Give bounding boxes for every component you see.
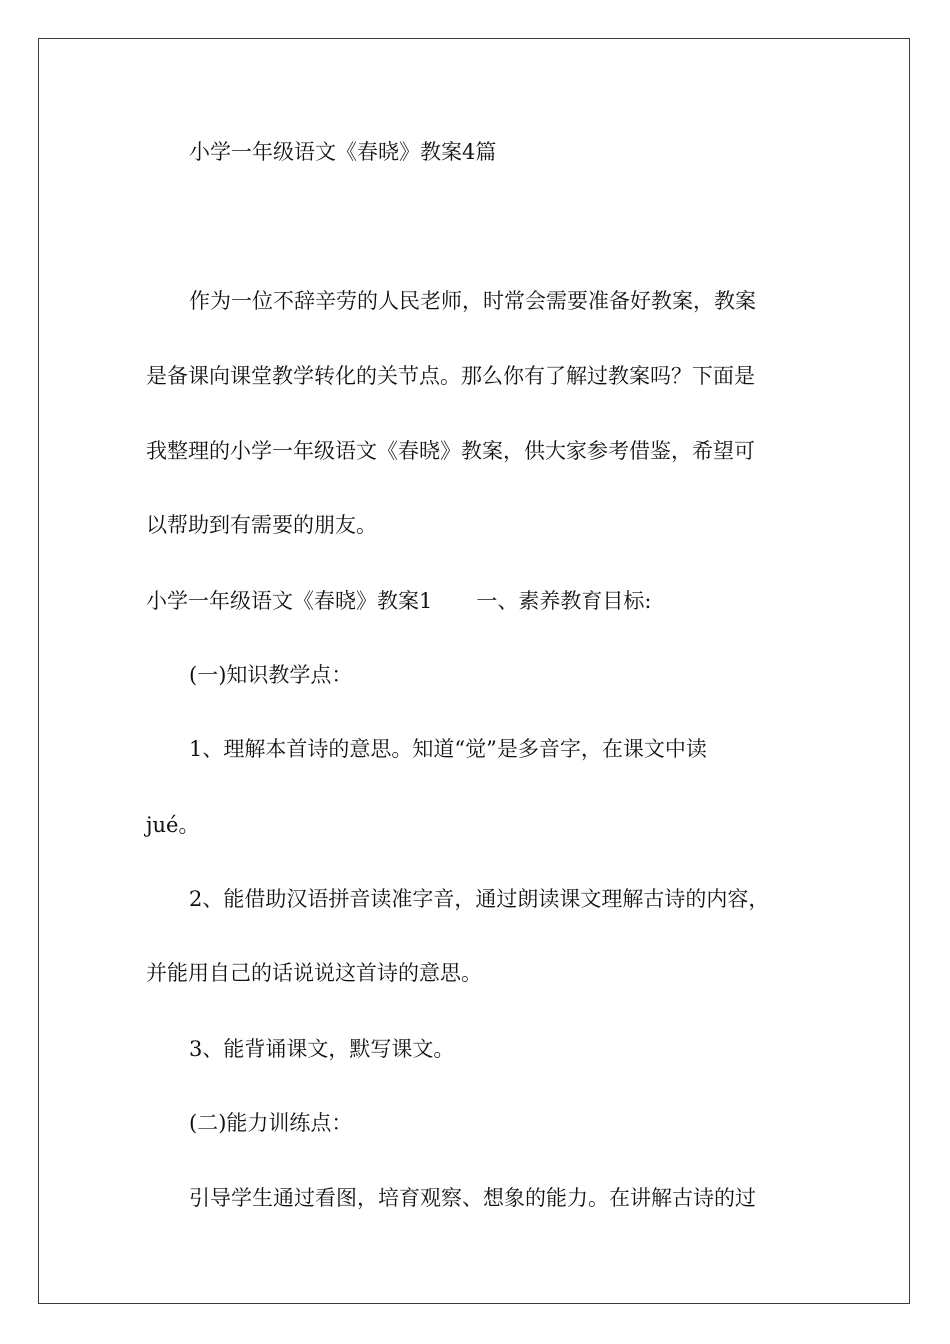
section1-subheading: 一、素养教育目标:	[476, 589, 652, 613]
point3: 3、能背诵课文，默写课文。	[189, 1037, 455, 1061]
ability-heading: (二)能力训练点：	[189, 1111, 353, 1135]
ability-line-1: 引导学生通过看图，培育观察、想象的能力。在讲解古诗的过	[189, 1186, 756, 1210]
knowledge-heading: (一)知识教学点：	[189, 663, 353, 687]
point1-line-2: jué。	[146, 813, 200, 837]
intro-line-3: 我整理的小学一年级语文《春晓》教案，供大家参考借鉴，希望可	[146, 439, 755, 463]
intro-line-4: 以帮助到有需要的朋友。	[146, 513, 377, 537]
page-border	[38, 38, 910, 1304]
point2-line-2: 并能用自己的话说说这首诗的意思。	[146, 961, 482, 985]
section1-heading-row	[146, 586, 651, 616]
section1-heading: 小学一年级语文《春晓》教案1	[146, 589, 433, 613]
document-title: 小学一年级语文《春晓》教案4篇	[189, 140, 497, 164]
point2-line-1: 2、能借助汉语拼音读准字音，通过朗读课文理解古诗的内容，	[189, 887, 770, 911]
intro-line-2: 是备课向课堂教学转化的关节点。那么你有了解过教案吗？下面是	[146, 364, 755, 388]
point1-line-1: 1、理解本首诗的意思。知道“觉”是多音字，在课文中读	[189, 737, 707, 761]
intro-line-1: 作为一位不辞辛劳的人民老师，时常会需要准备好教案，教案	[189, 289, 756, 313]
